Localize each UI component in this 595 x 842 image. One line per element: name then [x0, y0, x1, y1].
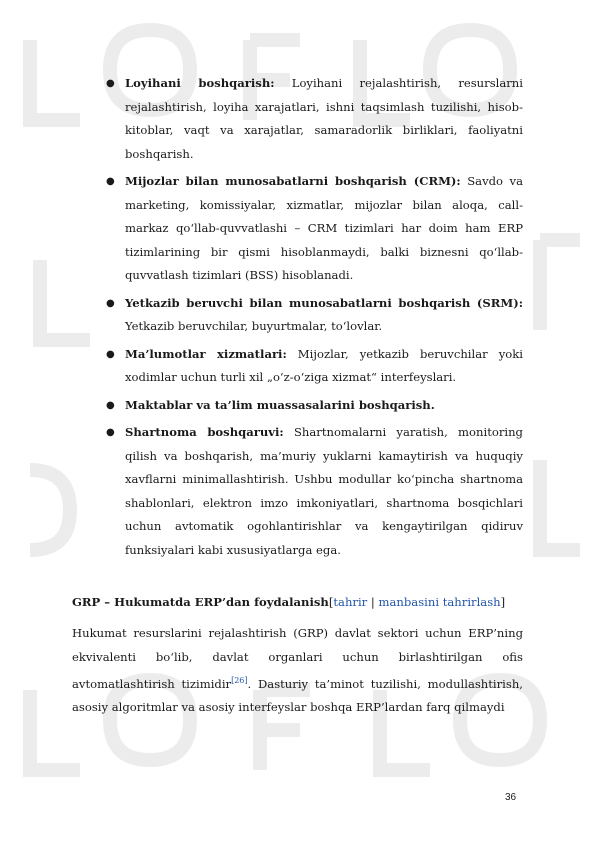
item-term: Yetkazib beruvchi bilan munosabatlarni boshqarish (SRM): [125, 295, 523, 310]
item-text: Yetkazib beruvchilar, buyurtmalar, to‘lovlar. [125, 319, 383, 333]
bullet-icon: ● [106, 348, 115, 360]
item-term: Shartnoma boshqaruvi: [125, 425, 284, 439]
module-list [106, 72, 523, 566]
bullet-icon: ● [106, 78, 115, 89]
link-separator: | [367, 595, 379, 609]
bullet-icon: ● [106, 297, 115, 309]
section-title: GRP – Hukumatda ERP’dan foydalanish [72, 595, 329, 609]
paragraph-text-end: . Dasturiy ta’minot tuzilishi, modullashtirish, asosiy algoritmlar va asosiy interfeyslar boshqa ERP’lardan farq qilmaydi [72, 676, 523, 715]
close-bracket: ] [500, 595, 506, 609]
section-heading [72, 592, 532, 612]
citation-link[interactable]: [26] [231, 676, 248, 685]
list-item [106, 421, 523, 562]
item-text: Shartnomalarni yaratish, monitoring qilish va boshqarish, ma’muriy yuklarni kamaytirish va huquqiy xavflarni minimallashtirish. Ushbu modullar ko‘pincha shartnoma shablonlari, elektron imzo imkoniyatlari, shartnoma bosqichlari uchun avtomatik ogohlantirishlar va kengaytirilgan qidiruv funksiyalari kabi xususiyatlarga ega. [125, 425, 523, 557]
item-term: Maktablar va ta’lim muassasalarini boshqarish. [125, 397, 435, 412]
list-item [106, 394, 523, 418]
bullet-icon: ● [106, 399, 115, 411]
item-term: Ma’lumotlar xizmatlari: [125, 346, 287, 361]
item-text: Savdo va marketing, komissiyalar, xizmatlar, mijozlar bilan aloqa, call-markaz qo‘llab-quvvatlashi – CRM tizimlari har doim ham ERP tizimlarining bir qismi hisoblanmaydi, balki biznesni qo‘llab-quvvatlash tizimlari (BSS) hisoblanadi. [125, 174, 523, 282]
list-item [106, 343, 523, 390]
body-paragraph [72, 622, 523, 720]
bullet-icon: ● [106, 176, 115, 187]
paragraph-text-start: Hukumat resurslarini rejalashtirish (GRP) davlat sektori uchun ERP’ning ekvivalenti bo‘lib, davlat organlari uchun birlashtirilgan ofis avtomatlashtirish tizimidir [72, 626, 523, 691]
edit-source-link[interactable]: manbasini tahrirlash [378, 595, 501, 609]
list-item [106, 292, 523, 339]
list-item [106, 72, 523, 166]
open-bracket: [ [328, 595, 334, 609]
edit-link[interactable]: tahrir [333, 595, 368, 609]
item-text: Loyihani rejalashtirish, resurslarni rejalashtirish, loyiha xarajatlari, ishni taqsimlash tuzilishi, hisob-kitoblar, vaqt va xarajatlar, samaradorlik birliklari, faoliyatni boshqarish. [125, 76, 523, 161]
item-text: Mijozlar, yetkazib beruvchilar yoki xodimlar uchun turli xil „o‘z-o‘ziga xizmat“ interfeyslari. [125, 346, 523, 384]
item-term: Mijozlar bilan munosabatlarni boshqarish (CRM): [125, 174, 461, 188]
page-number: 36 [505, 792, 517, 803]
bullet-icon: ● [106, 427, 115, 438]
item-term: Loyihani boshqarish: [125, 76, 275, 90]
list-item [106, 170, 523, 288]
